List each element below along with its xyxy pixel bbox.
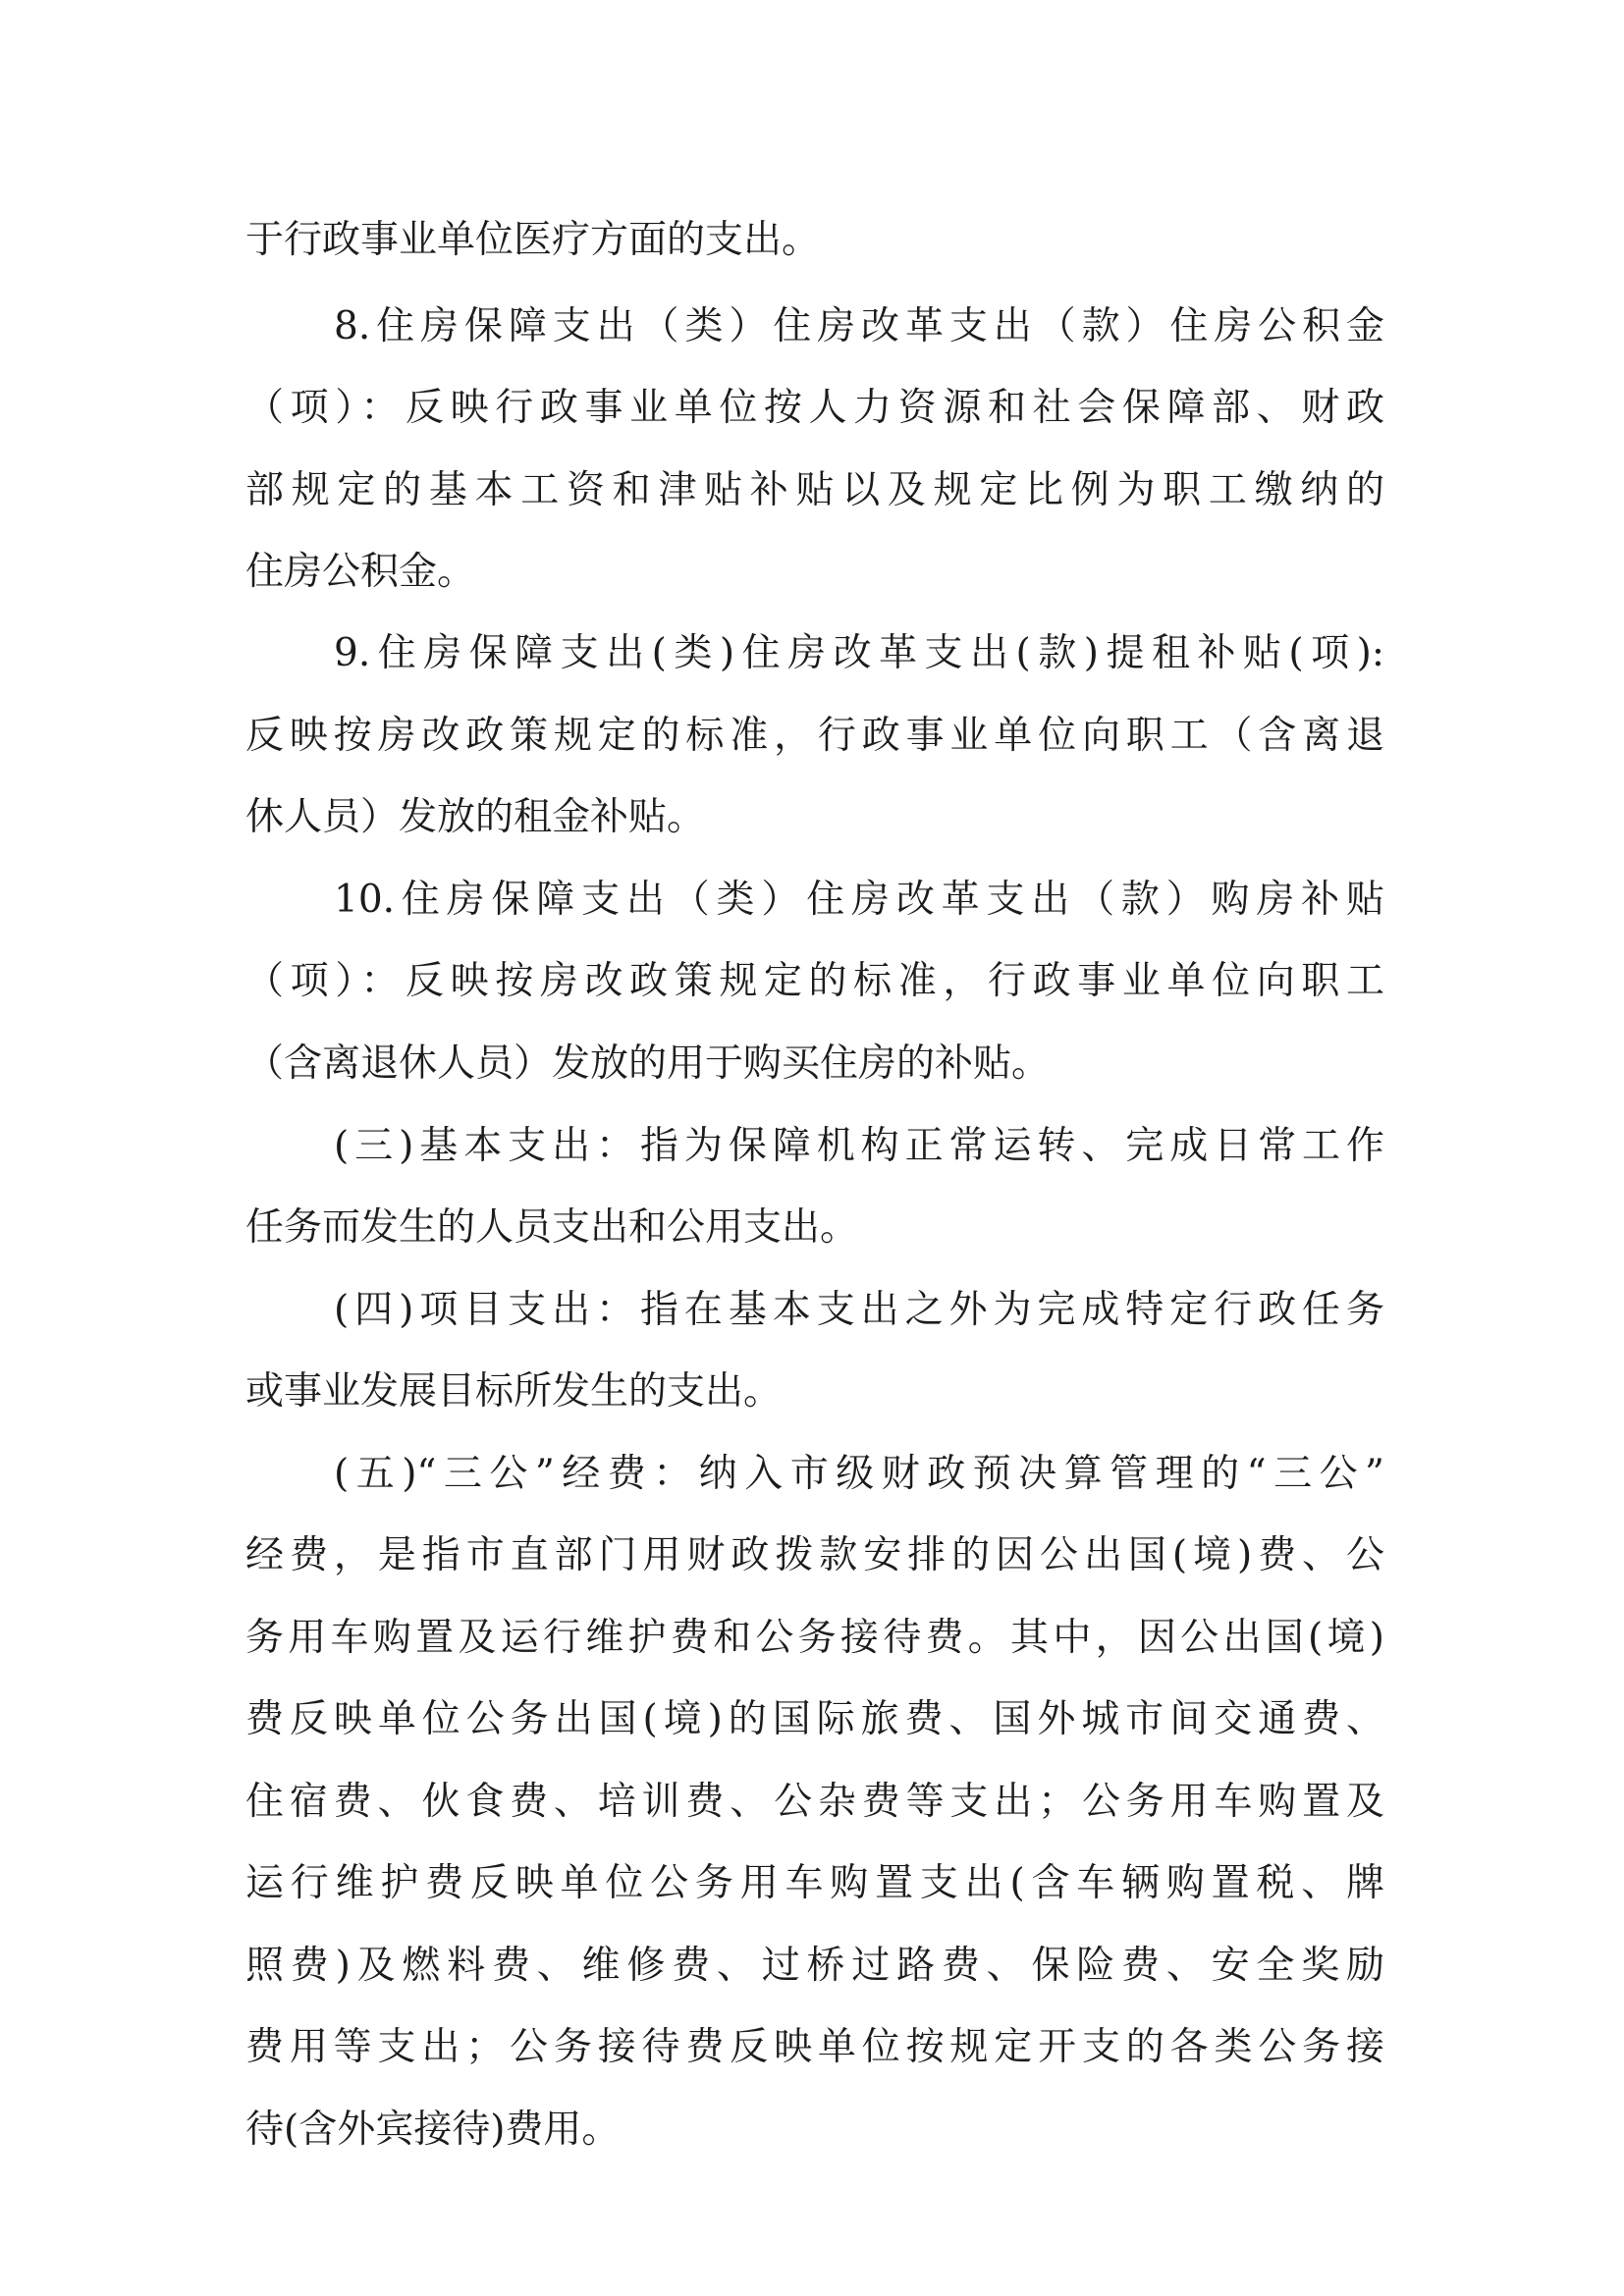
text-line: (四)项目支出：指在基本支出之外为完成特定行政任务 (334, 1288, 1384, 1332)
text-line: 9.住房保障支出(类)住房改革支出(款)提租补贴(项): (334, 631, 1384, 675)
text-line: 运行维护费反映单位公务用车购置支出(含车辆购置税、牌 (245, 1861, 1384, 1905)
text-line: 住房公积金。 (245, 550, 476, 594)
text-line: 部规定的基本工资和津贴补贴以及规定比例为职工缴纳的 (245, 468, 1384, 512)
text-line: 10.住房保障支出（类）住房改革支出（款）购房补贴 (334, 878, 1384, 922)
text-line: 反映按房改政策规定的标准，行政事业单位向职工（含离退 (245, 714, 1384, 758)
text-line: 照费)及燃料费、维修费、过桥过路费、保险费、安全奖励 (245, 1944, 1384, 1988)
text-line: (五)“三公”经费：纳入市级财政预决算管理的“三公” (334, 1452, 1384, 1496)
text-line: 任务而发生的人员支出和公用支出。 (245, 1205, 859, 1250)
text-line: 费反映单位公务出国(境)的国际旅费、国外城市间交通费、 (245, 1697, 1384, 1741)
text-line: 住宿费、伙食费、培训费、公杂费等支出；公务用车购置及 (245, 1780, 1384, 1824)
text-line: (三)基本支出：指为保障机构正常运转、完成日常工作 (334, 1124, 1384, 1168)
text-line: 务用车购置及运行维护费和公务接待费。其中，因公出国(境) (245, 1616, 1384, 1660)
text-line: 经费，是指市直部门用财政拨款安排的因公出国(境)费、公 (245, 1533, 1384, 1577)
text-line: 待(含外宾接待)费用。 (245, 2108, 621, 2152)
text-line: 8.住房保障支出（类）住房改革支出（款）住房公积金 (334, 304, 1384, 348)
text-line: （项）：反映按房改政策规定的标准，行政事业单位向职工 (245, 959, 1384, 1003)
text-line: 费用等支出；公务接待费反映单位按规定开支的各类公务接 (245, 2025, 1384, 2069)
text-line: 于行政事业单位医疗方面的支出。 (245, 218, 821, 262)
text-line: （含离退休人员）发放的用于购买住房的补贴。 (245, 1041, 1051, 1086)
text-line: （项）：反映行政事业单位按人力资源和社会保障部、财政 (245, 386, 1384, 430)
text-line: 休人员）发放的租金补贴。 (245, 795, 706, 839)
text-line: 或事业发展目标所发生的支出。 (245, 1369, 783, 1414)
